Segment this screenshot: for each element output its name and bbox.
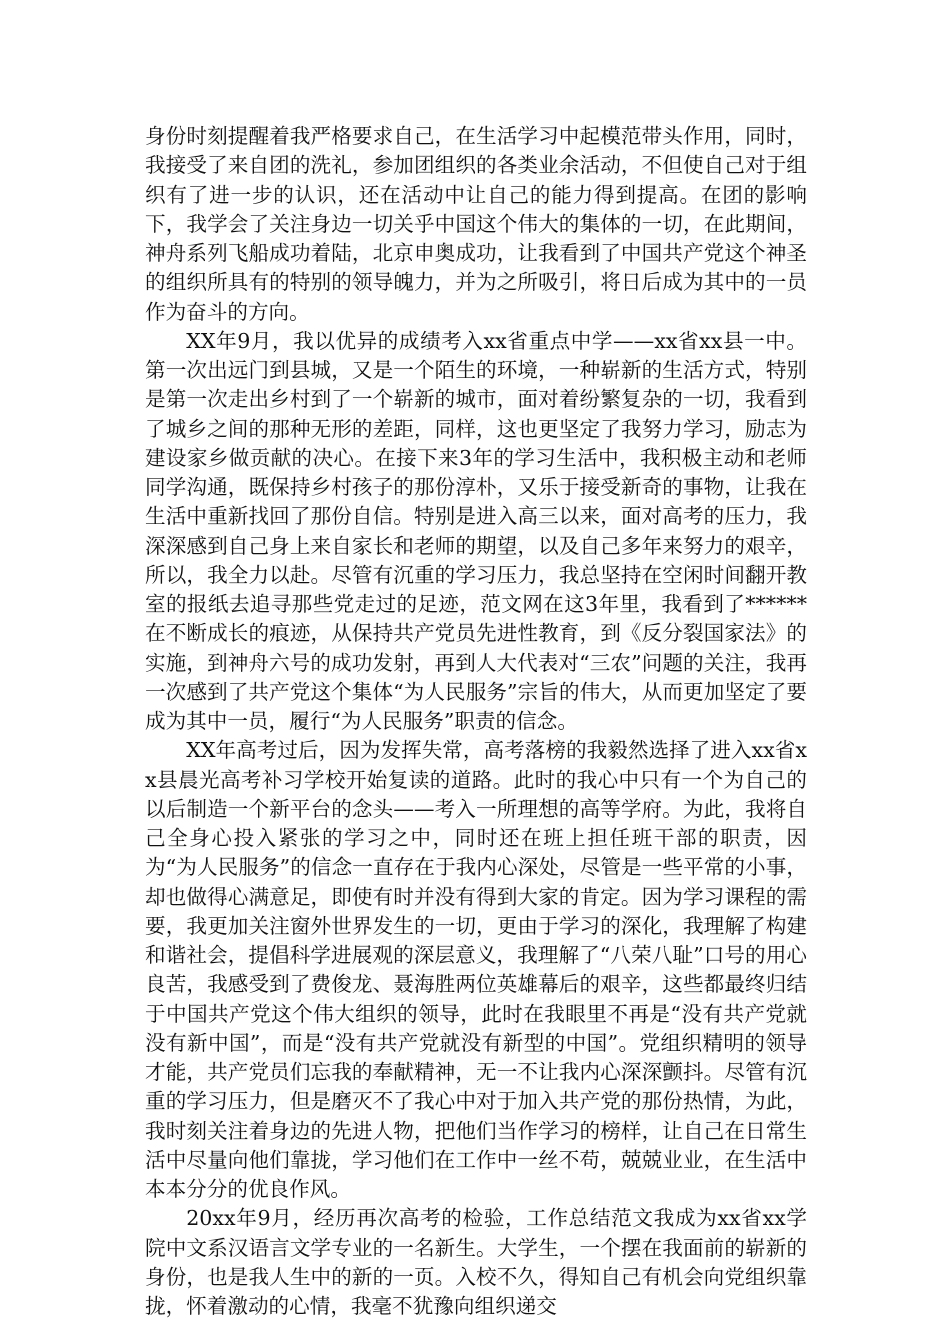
document-page [145, 122, 807, 1321]
paragraph-3: XX年高考过后，因为发挥失常，高考落榜的我毅然选择了进入xx省xx县晨光高考补习学校开始复读的道路。此时的我心中只有一个为自己的以后制造一个新平台的念头——考入一所理想的高等学府。为此，我将自己全身心投入紧张的学习之中，同时还在班上担任班干部的职责，因为“为人民服务”的信念一直存在于我内心深处，尽管是一些平常的小事，却也做得心满意足，即使有时并没有得到大家的肯定。因为学习课程的需要，我更加关注窗外世界发生的一切，更由于学习的深化，我理解了构建和谐社会，提倡科学进展观的深层意义，我理解了“八荣八耻”口号的用心良苦，我感受到了费俊龙、聂海胜两位英雄幕后的艰辛，这些都最终归结于中国共产党这个伟大组织的领导，此时在我眼里不再是“没有共产党就没有新中国”，而是“没有共产党就没有新型的中国”。党组织精明的领导才能，共产党员们忘我的奉献精神，无一不让我内心深深颤抖。尽管有沉重的学习压力，但是磨灭不了我心中对于加入共产党的那份热情，为此，我时刻关注着身边的先进人物，把他们当作学习的榜样，让自己在日常生活中尽量向他们靠拢，学习他们在工作中一丝不苟，兢兢业业，在生活中本本分分的优良作风。 [145, 738, 807, 1201]
paragraph-1: 身份时刻提醒着我严格要求自己，在生活学习中起模范带头作用，同时，我接受了来自团的洗礼，参加团组织的各类业余活动，不但使自己对于组织有了进一步的认识，还在活动中让自己的能力得到提高。在团的影响下，我学会了关注身边一切关乎中国这个伟大的集体的一切，在此期间，神舟系列飞船成功着陆，北京申奥成功，让我看到了中国共产党这个神圣的组织所具有的特别的领导魄力，并为之所吸引，将日后成为其中的一员作为奋斗的方向。 [145, 124, 807, 324]
paragraph-4: 20xx年9月，经历再次高考的检验，工作总结范文我成为xx省xx学院中文系汉语言文学专业的一名新生。大学生，一个摆在我面前的崭新的身份，也是我人生中的新的一页。入校不久，得知自己有机会向党组织靠拢，怀着激动的心情，我毫不犹豫向组织递交 [145, 1206, 807, 1318]
paragraph-2: XX年9月，我以优异的成绩考入xx省重点中学——xx省xx县一中。第一次出远门到县城，又是一个陌生的环境，一种崭新的生活方式，特别是第一次走出乡村到了一个崭新的城市，面对着纷繁复杂的一切，我看到了城乡之间的那种无形的差距，同样，这也更坚定了我努力学习，励志为建设家乡做贡献的决心。在接下来3年的学习生活中，我积极主动和老师同学沟通，既保持乡村孩子的那份淳朴，又乐于接受新奇的事物，让我在生活中重新找回了那份自信。特别是进入高三以来，面对高考的压力，我深深感到自己身上来自家长和老师的期望，以及自己多年来努力的艰辛，所以，我全力以赴。尽管有沉重的学习压力，我总坚持在空闲时间翻开教室的报纸去追寻那些党走过的足迹，范文网在这3年里，我看到了******在不断成长的痕迹，从保持共产党员先进性教育，到《反分裂国家法》的实施，到神舟六号的成功发射，再到人大代表对“三农”问题的关注，我再一次感到了共产党这个集体“为人民服务”宗旨的伟大，从而更加坚定了要成为其中一员，履行“为人民服务”职责的信念。 [145, 328, 807, 733]
